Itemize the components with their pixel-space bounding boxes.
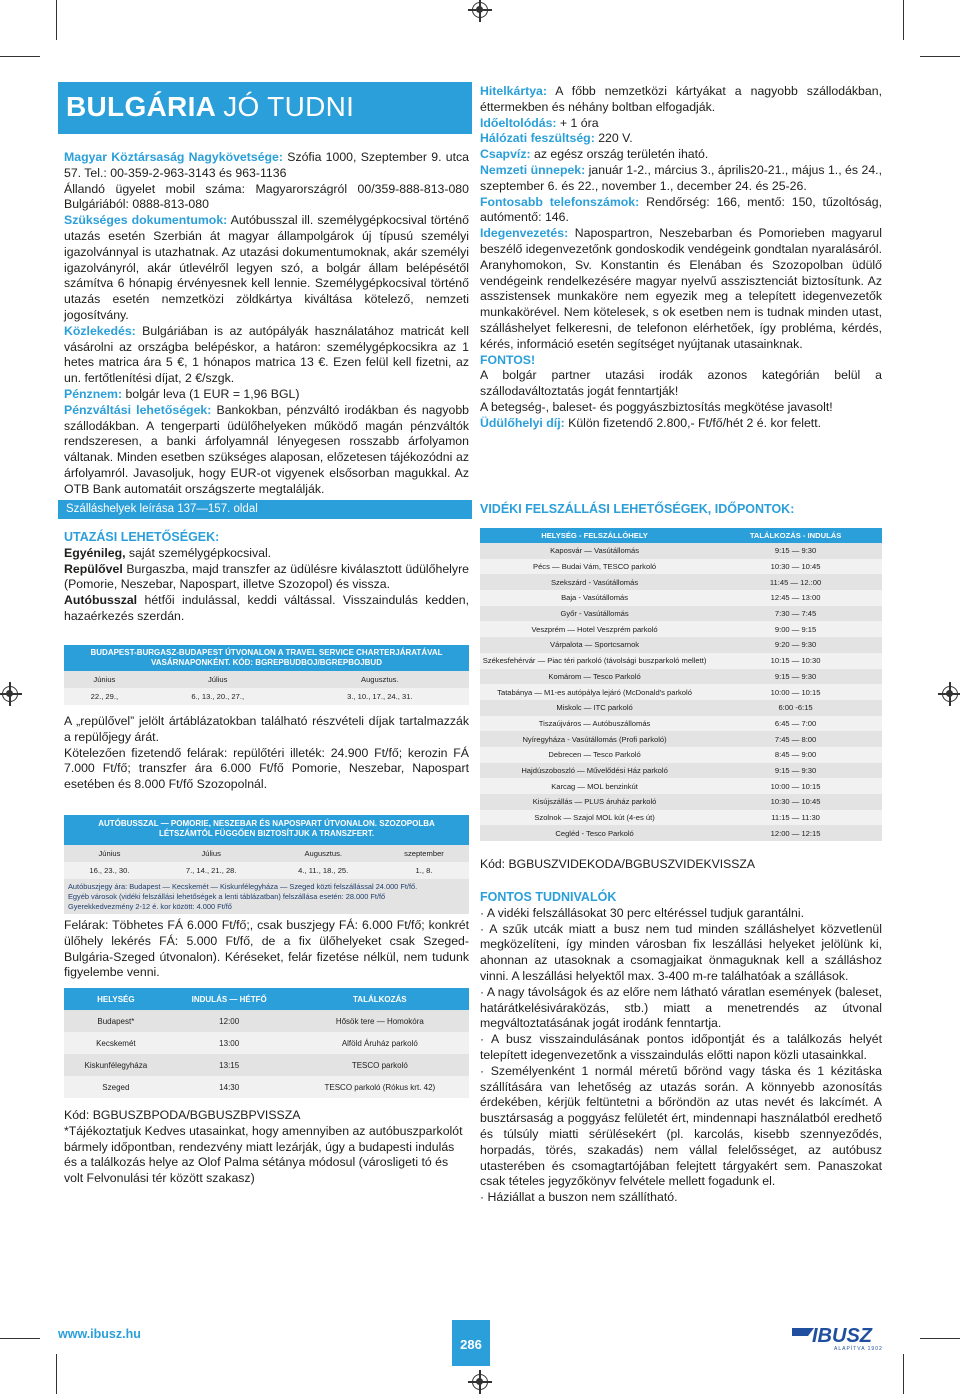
rural-cell: 10:15 — 10:30 [709,653,882,669]
rural-cell: 7:30 — 7:45 [709,606,882,622]
bold-label: Repülővel [64,561,123,576]
rural-cell: 12:45 — 13:00 [709,590,882,606]
paragraph-text: Szófia 1000, Szeptember 9. utca 57. Tel.: 00-359-2-963-3143 és 963-1136 [64,150,469,180]
rural-row [480,825,882,841]
right-intro-column [480,84,882,432]
paragraph [480,163,882,195]
paragraph-text: + 1 óra [556,115,599,130]
rural-cell: Kaposvár — Vasútállomás [480,543,709,559]
paragraph [64,213,469,324]
charter-table [64,645,469,705]
crop-mark [903,1354,904,1394]
rural-row [480,716,882,732]
rural-cell: 10:30 — 10:45 [709,794,882,810]
rural-boarding-table [480,528,882,841]
departure-cell: Kecskemét [64,1032,168,1054]
registration-mark-left [2,686,18,702]
rural-row [480,574,882,590]
bus-date-cell: 7., 14., 21., 28. [155,862,268,879]
paragraph [64,546,469,562]
rural-cell: 10:00 — 10:15 [709,684,882,700]
paragraph [480,195,882,227]
paragraph [64,324,469,387]
rural-cell: 11:15 — 11:30 [709,810,882,826]
paragraph [480,353,882,369]
keyword-label: Hálózati feszültség: [480,131,595,146]
rural-row [480,606,882,622]
bus-head-cell: Július [155,845,268,862]
departure-times-table [64,988,469,1098]
rural-boarding-title: VIDÉKI FELSZÁLLÁSI LEHETŐSÉGEK, IDŐPONTOK: [480,502,795,516]
departure-head-cell: TALÁLKOZÁS [291,988,469,1010]
important-item: · A busz visszaindulásának pontos időpontját és a találkozás helyét telepített idegenvezetőnk a visszaindulás előtti napon közli utasainkkal. [480,1032,882,1062]
paragraph [480,416,882,432]
important-item: · A nagy távolságok és az előre nem látható váratlan események (baleset, határátkelésiváraközás, stb.) miatt a menetrendés az útvonal megváltoztatásának jogát irodánk fenntartja. [480,984,882,1031]
important-list [480,906,882,1206]
keyword-label: FONTOS! [480,352,536,367]
rural-cell: 11:45 — 12.:00 [709,574,882,590]
departure-cell: TESCO parkoló (Rókus krt. 42) [291,1076,469,1098]
paragraph [480,226,882,352]
rural-cell: 9:00 — 9:15 [709,621,882,637]
rural-row [480,590,882,606]
crop-mark [56,0,57,40]
keyword-label: Pénznem: [64,386,123,401]
important-section [480,890,882,1206]
bus-head-cell: szeptember [379,845,469,862]
bus-date-cell: 4., 11., 18., 25. [268,862,379,879]
keyword-label: Hitelkártya: [480,84,547,98]
departure-cell: Kiskunfélegyháza [64,1054,168,1076]
charter-head-cell: Július [145,671,291,688]
departure-row [64,1010,469,1032]
bus-table-title: AUTÓBUSSZAL — POMORIE, NESZEBAR ÉS NAPOSPART ÚTVONALON. SZOZOPOLBA LÉTSZÁMTÓL FÜGGŐEN BIZTOSÍTJUK A TRANSZFERT. [64,815,469,845]
rural-boarding-times [480,528,882,841]
rural-cell: Várpalota — Sportcsarnok [480,637,709,653]
keyword-label: Üdülőhelyi díj: [480,415,565,430]
rural-cell: Székesfehérvár — Piac téri parkoló (távolsági buszparkoló mellett) [480,653,709,669]
rural-cell: 12:00 — 12:15 [709,825,882,841]
paragraph-text: bolgár leva (1 EUR = 1,96 BGL) [122,386,300,401]
rural-cell: Baja - Vasútállomás [480,590,709,606]
paragraph [64,150,469,182]
departure-row [64,1032,469,1054]
charter-dates-table [64,671,469,705]
bus-dates-table [64,845,469,879]
rural-row [480,684,882,700]
paragraph [480,84,882,116]
paragraph [64,593,469,625]
departure-cell: Szeged [64,1076,168,1098]
rural-cell: Győr - Vasútállomás [480,606,709,622]
travel-options-title: UTAZÁSI LEHETŐSÉGEK: [64,530,220,544]
paragraph [480,368,882,400]
paragraph [480,131,882,147]
page-number: 286 [452,1320,490,1366]
keyword-label: Nemzeti ünnepek: [480,162,586,177]
keyword-label: Fontosabb telefonszámok: [480,194,640,209]
travel-options-section [64,530,469,625]
rural-cell: 6:45 — 7:00 [709,716,882,732]
rural-cell: 10:30 — 10:45 [709,559,882,575]
important-item: · A szűk utcák miatt a busz nem tud minden szálláshelyet közvetlenül megközelíteni, így minden városban fix leszállási helyeket jelölünk ki, ahonnan az utasoknak a csomagjaikat önmaguknak kell a szálláshoz vinni. A leszállási helyektől max. 3-400 m-re találhatóak a szállások. [480,921,882,983]
rural-row [480,653,882,669]
travel-options-body [64,546,469,625]
rural-cell: Karcag — MOL benzinkút [480,778,709,794]
paragraph-text: Burgaszba, majd transzfer az üdülésre kiválasztott üdülőhelyre (Pomorie, Neszebar, Napospart, illetve Szozopol) és vissza. [64,561,469,592]
rural-cell: Komárom — Tesco Parkoló [480,669,709,685]
rural-cell: Szekszárd - Vasútállomás [480,574,709,590]
logo-tagline: ALAPÍTVA 1902 [834,1346,883,1352]
rural-cell: Pécs — Budai Vám, TESCO parkoló [480,559,709,575]
paragraph-text: A főbb nemzetközi kártyákat a nagyobb szállodákban, éttermekben és néhány boltban elfogadják. [480,84,882,114]
left-intro-column [64,150,469,498]
ibusz-logo [790,1322,900,1352]
important-item: · Háziállat a buszon nem szállítható. [480,1190,678,1205]
bold-label: Egyénileg, [64,545,126,560]
rural-row [480,731,882,747]
rural-cell: Miskolc — ITC parkoló [480,700,709,716]
rural-row [480,700,882,716]
paragraph-text: A betegség-, baleset- és poggyászbiztosítás megkötése javasolt! [480,399,833,414]
rural-cell: Veszprém — Hotel Veszprém parkoló [480,621,709,637]
rural-head-cell: HELYSÉG - FELSZÁLLÓHELY [480,528,709,543]
rural-row [480,810,882,826]
departure-row [64,1054,469,1076]
rural-cell: 8:45 — 9:00 [709,747,882,763]
departure-cell: Hősök tere — Homokóra [291,1010,469,1032]
rural-row [480,543,882,559]
departure-head-cell: HELYSÉG [64,988,168,1010]
keyword-label: Idegenvezetés: [480,226,569,241]
paragraph [64,387,469,403]
keyword-label: Pénzváltási lehetőségek: [64,402,212,417]
keyword-label: Magyar Köztársaság Nagykövetsége: [64,150,283,164]
paragraph-text: Napospartron, Neszebarban és Pomorieben magyarul beszélő idegenvezetőnk gondoskodik vendégeink gondtalan nyaralásáról. Aranyhomokon, Sv. Konstantin és Elenában és Szozopolban üdülő vendégeink rendelkezésére magyar nyelvű asszisztenciát biztosítunk. Az asszistensek munkaköre nem egyezik meg a telepített idegenvezetők munkakörével. Nem kötelesek, s ok esetben nem is tudnak minden utast, szálláshelyet felkeresni, de telefonon elérhetőek, így probléma, kérdés, kérés, információ esetén segítséget nyújtanak utasainknak. [480,226,882,351]
page-header-bar [58,82,472,134]
crop-mark [920,1338,960,1339]
keyword-label: Időeltolódás: [480,115,557,130]
registration-mark-bottom [472,1374,488,1390]
rural-cell: Szolnok — Szajol MOL kút (4-es út) [480,810,709,826]
departure-head-cell: INDULÁS — HÉTFŐ [168,988,291,1010]
paragraph [64,562,469,594]
bold-label: Autóbusszal [64,593,138,608]
important-item: · A vidéki felszállásokat 30 perc eltéréssel tudjuk garantálni. [480,905,804,920]
rural-row [480,559,882,575]
important-item: · Személyenként 1 normál méretű bőrönd vagy táska és 1 kézitáska szállítására van lehetőség az utazás során. A könnyebb azonosítás érdekében, kérjük feltüntetni a bőröndön az utas nevét és lakcímét. A busztársaság a poggyász felületét ért, mindennapi használatból eredhető és túlsúly miatti sérülésekért (pl. karcolás, kisebb szennyeződés, horpadás, törés, szakadás) nem vállal felelősséget, az autóbusz utasterében és csomagtartójában felejtett tárgyakért sem. Panaszokat csak tételes jegyzőkönyv felvétele mellett fogadunk el. [480,1063,882,1189]
paragraph-text: január 1-2., március 3., április20-21., május 1., és 24., szeptember 6. és 22., november 1., december 24. és 25-26. [480,162,882,193]
rural-row [480,669,882,685]
paragraph-text: az egész ország területén iható. [530,147,709,162]
page-title: BULGÁRIA JÓ TUDNI [66,91,355,122]
important-title: FONTOS TUDNIVALÓK [480,890,617,904]
bus-date-cell: 16., 23., 30. [64,862,155,879]
crop-mark [0,56,40,57]
paragraph [480,400,882,416]
rural-cell: Cegléd - Tesco Parkoló [480,825,709,841]
rural-cell: 7:45 — 8:00 [709,731,882,747]
rural-row [480,794,882,810]
rural-cell: 9:15 — 9:30 [709,669,882,685]
paragraph-text: Külön fizetendő 2.800,- Ft/fő/hét 2 é. kor felett. [564,415,822,430]
keyword-label: Csapvíz: [480,147,531,162]
rural-code: Kód: BGBUSZVIDEKODA/BGBUSZVIDEKVISSZA [480,857,755,871]
bus-head-cell: Augusztus. [268,845,379,862]
departure-cell: 13:00 [168,1032,291,1054]
registration-mark-right [942,686,958,702]
bus-table [64,815,469,914]
rural-cell: 9:15 — 9:30 [709,543,882,559]
rural-cell: Hajdúszoboszló — Művelődési Ház parkoló [480,763,709,779]
crop-mark [56,1354,57,1394]
rural-row [480,763,882,779]
bus-price-notes: Autóbuszjegy ára: Budapest — Kecskemét — Kiskunfélegyháza — Szeged közti felszállással 24.000 Ft/fő. Egyéb városok (vidéki felszállási lehetőségek a lenti táblázatban) felszállása esetén: 28.000 Ft/fő Gyerekkedvezmény 2-12 é. kor között: 4.000 Ft/fő [64,879,469,914]
keyword-label: Közlekedés: [64,323,136,338]
bottom-left-note: Kód: BGBUSZBPODA/BGBUSZBPVISSZA *Tájékoztatjuk Kedves utasainkat, hogy amennyiben az autóbuszparkolót bármely időpontban, rendezvény miatt lezárják, úgy a budapesti indulás és a találkozás helye az Olof Palma sétánya módosul (városligeti tó és volt Felvonulási tér között szakasz) [64,1108,463,1186]
paragraph [480,147,882,163]
rural-row [480,637,882,653]
rural-cell: Debrecen — Tesco Parkoló [480,747,709,763]
rural-cell: Kisújszállás — PLUS áruház parkoló [480,794,709,810]
surcharge-text: Felárak: Töbhetes FÁ 6.000 Ft/fő;, csak buszjegy FÁ: 6.000 Ft/fő; konkrét ülőhely lekérés FÁ: 5.000 Ft/fő, de a fix ülőhelyeket csak Szeged-Bulgária-Szeged útvonalon). Kéréseket, felár fizetése nélkül, nem tudunk figyelembe venni. [64,918,469,980]
paragraph-text: Állandó ügyelet mobil száma: Magyarországról 00/359-888-813-080 Bulgáriából: 0888-813-080 [64,181,469,212]
charter-date-cell: 3., 10., 17., 24., 31. [291,688,469,705]
bus-date-cell: 1., 8. [379,862,469,879]
website-link[interactable]: www.ibusz.hu [58,1327,141,1341]
paragraph [480,116,882,132]
paragraph-text: Autóbusszal ill. személygépkocsival történő utazás esetén Szerbián át magyar állampolgárok új típusú személyi igazolvánnyal is utazhatnak. Az utazási dokumentumoknak, akár személyi igazolványról, akár útlevélről legyen szó, a bolgár állam belépésétől számítva 6 hónapig érvényesnek kell lennie. Személygépkocsival történő utazás esetén nemzetközi zöldkártya kiváltása kötelező, nemzeti jogosítvány. [64,213,469,322]
paragraph-text: Rendőrség: 166, mentő: 150, tűzoltóság, autómentő: 146. [480,194,882,225]
rural-head-cell: TALÁLKOZÁS - INDULÁS [709,528,882,543]
rural-cell: 10:00 — 10:15 [709,778,882,794]
accommodation-reference-bar: Szálláshelyek leírása 137—157. oldal [58,500,472,519]
departure-cell: Budapest* [64,1010,168,1032]
departure-cell: Alföld Áruház parkoló [291,1032,469,1054]
charter-date-cell: 6., 13., 20., 27., [145,688,291,705]
crop-mark [920,56,960,57]
rural-cell: Tatabánya — M1-es autópálya lejáró (McDonald's parkoló [480,684,709,700]
paragraph-text: Bankokban, pénzváltó irodákban és nagyobb szállodákban. A tengerparti üdülőhelyeken működő magán pénzváltók rendszeresen, a banki árfolyamnál lényegesen rosszabb árfolyamon váltanak. Minden esetben szükséges alaposan, előzetesen tájékozódni az árfolyamról. Javasoljuk, hogy EUR-ot vigyenek elsősorban magukkal. Az OTB Bank automatáit országszerte megtalálják. [64,402,469,496]
charter-date-cell: 22., 29., [64,688,145,705]
rural-row [480,621,882,637]
rural-cell: Tiszaújváros — Autóbuszállomás [480,716,709,732]
paragraph [64,182,469,214]
ibusz-logo-graphic [790,1322,900,1352]
paragraph [64,403,469,498]
charter-head-cell: Augusztus. [291,671,469,688]
charter-table-title: BUDAPEST-BURGASZ-BUDAPEST ÚTVONALON A TRAVEL SERVICE CHARTERJÁRATÁVAL VASÁRNAPONKÉNT. KÓD: BGREPBUDBOJ/BGREPBOJBUD [64,645,469,671]
departure-table [64,988,469,1098]
flight-note: A „repülővel” jelölt ártáblázatokban található részvételi díjak tartalmazzák a repülőjegy árát. Kötelezően fizetendő felárak: repülőtéri illeték: 24.900 Ft/fő; kerozin FÁ 7.000 Ft/fő; transzfer ára 6.000 Ft/fő Pomorie, Neszebar, Napospart esetében és 8.000 Ft/fő Szozopolnál. [64,714,469,792]
paragraph-text: hétfői indulással, keddi váltással. Visszaindulás kedden, hazaérkezés szerdán. [64,593,469,623]
logo-wordmark: IBUSZ [812,1325,872,1347]
departure-cell: TESCO parkoló [291,1054,469,1076]
rural-row [480,778,882,794]
departure-cell: 12:00 [168,1010,291,1032]
bus-head-cell: Június [64,845,155,862]
departure-cell: 13:15 [168,1054,291,1076]
paragraph-text: saját személygépkocsival. [125,545,272,560]
crop-mark [0,1338,40,1339]
rural-row [480,747,882,763]
rural-cell: 9:15 — 9:30 [709,763,882,779]
rural-cell: Nyíregyháza - Vasútállomás (Profi parkoló) [480,731,709,747]
departure-row [64,1076,469,1098]
charter-head-cell: Június [64,671,145,688]
crop-mark [903,0,904,40]
paragraph-text: A bolgár partner utazási irodák azonos kategórián belül a szállodaváltoztatás jogát fenntartják! [480,368,882,399]
rural-cell: 9:20 — 9:30 [709,637,882,653]
keyword-label: Szükséges dokumentumok: [64,213,228,228]
paragraph-text: 220 V. [594,131,633,146]
rural-cell: 6:00 -6:15 [709,700,882,716]
registration-mark-top [472,2,488,18]
paragraph-text: Bulgáriában is az autópályák használatához matricát kell vásárolni az országba belépéskor, a határon: személygépkocsikra az 1 hetes matrica ára 5 €, 1 hónapos matrica 13 €. Ezen felül kell fizetni, az un. fertőtlenítési díjat, 2 €/szgk. [64,323,469,386]
departure-cell: 14:30 [168,1076,291,1098]
